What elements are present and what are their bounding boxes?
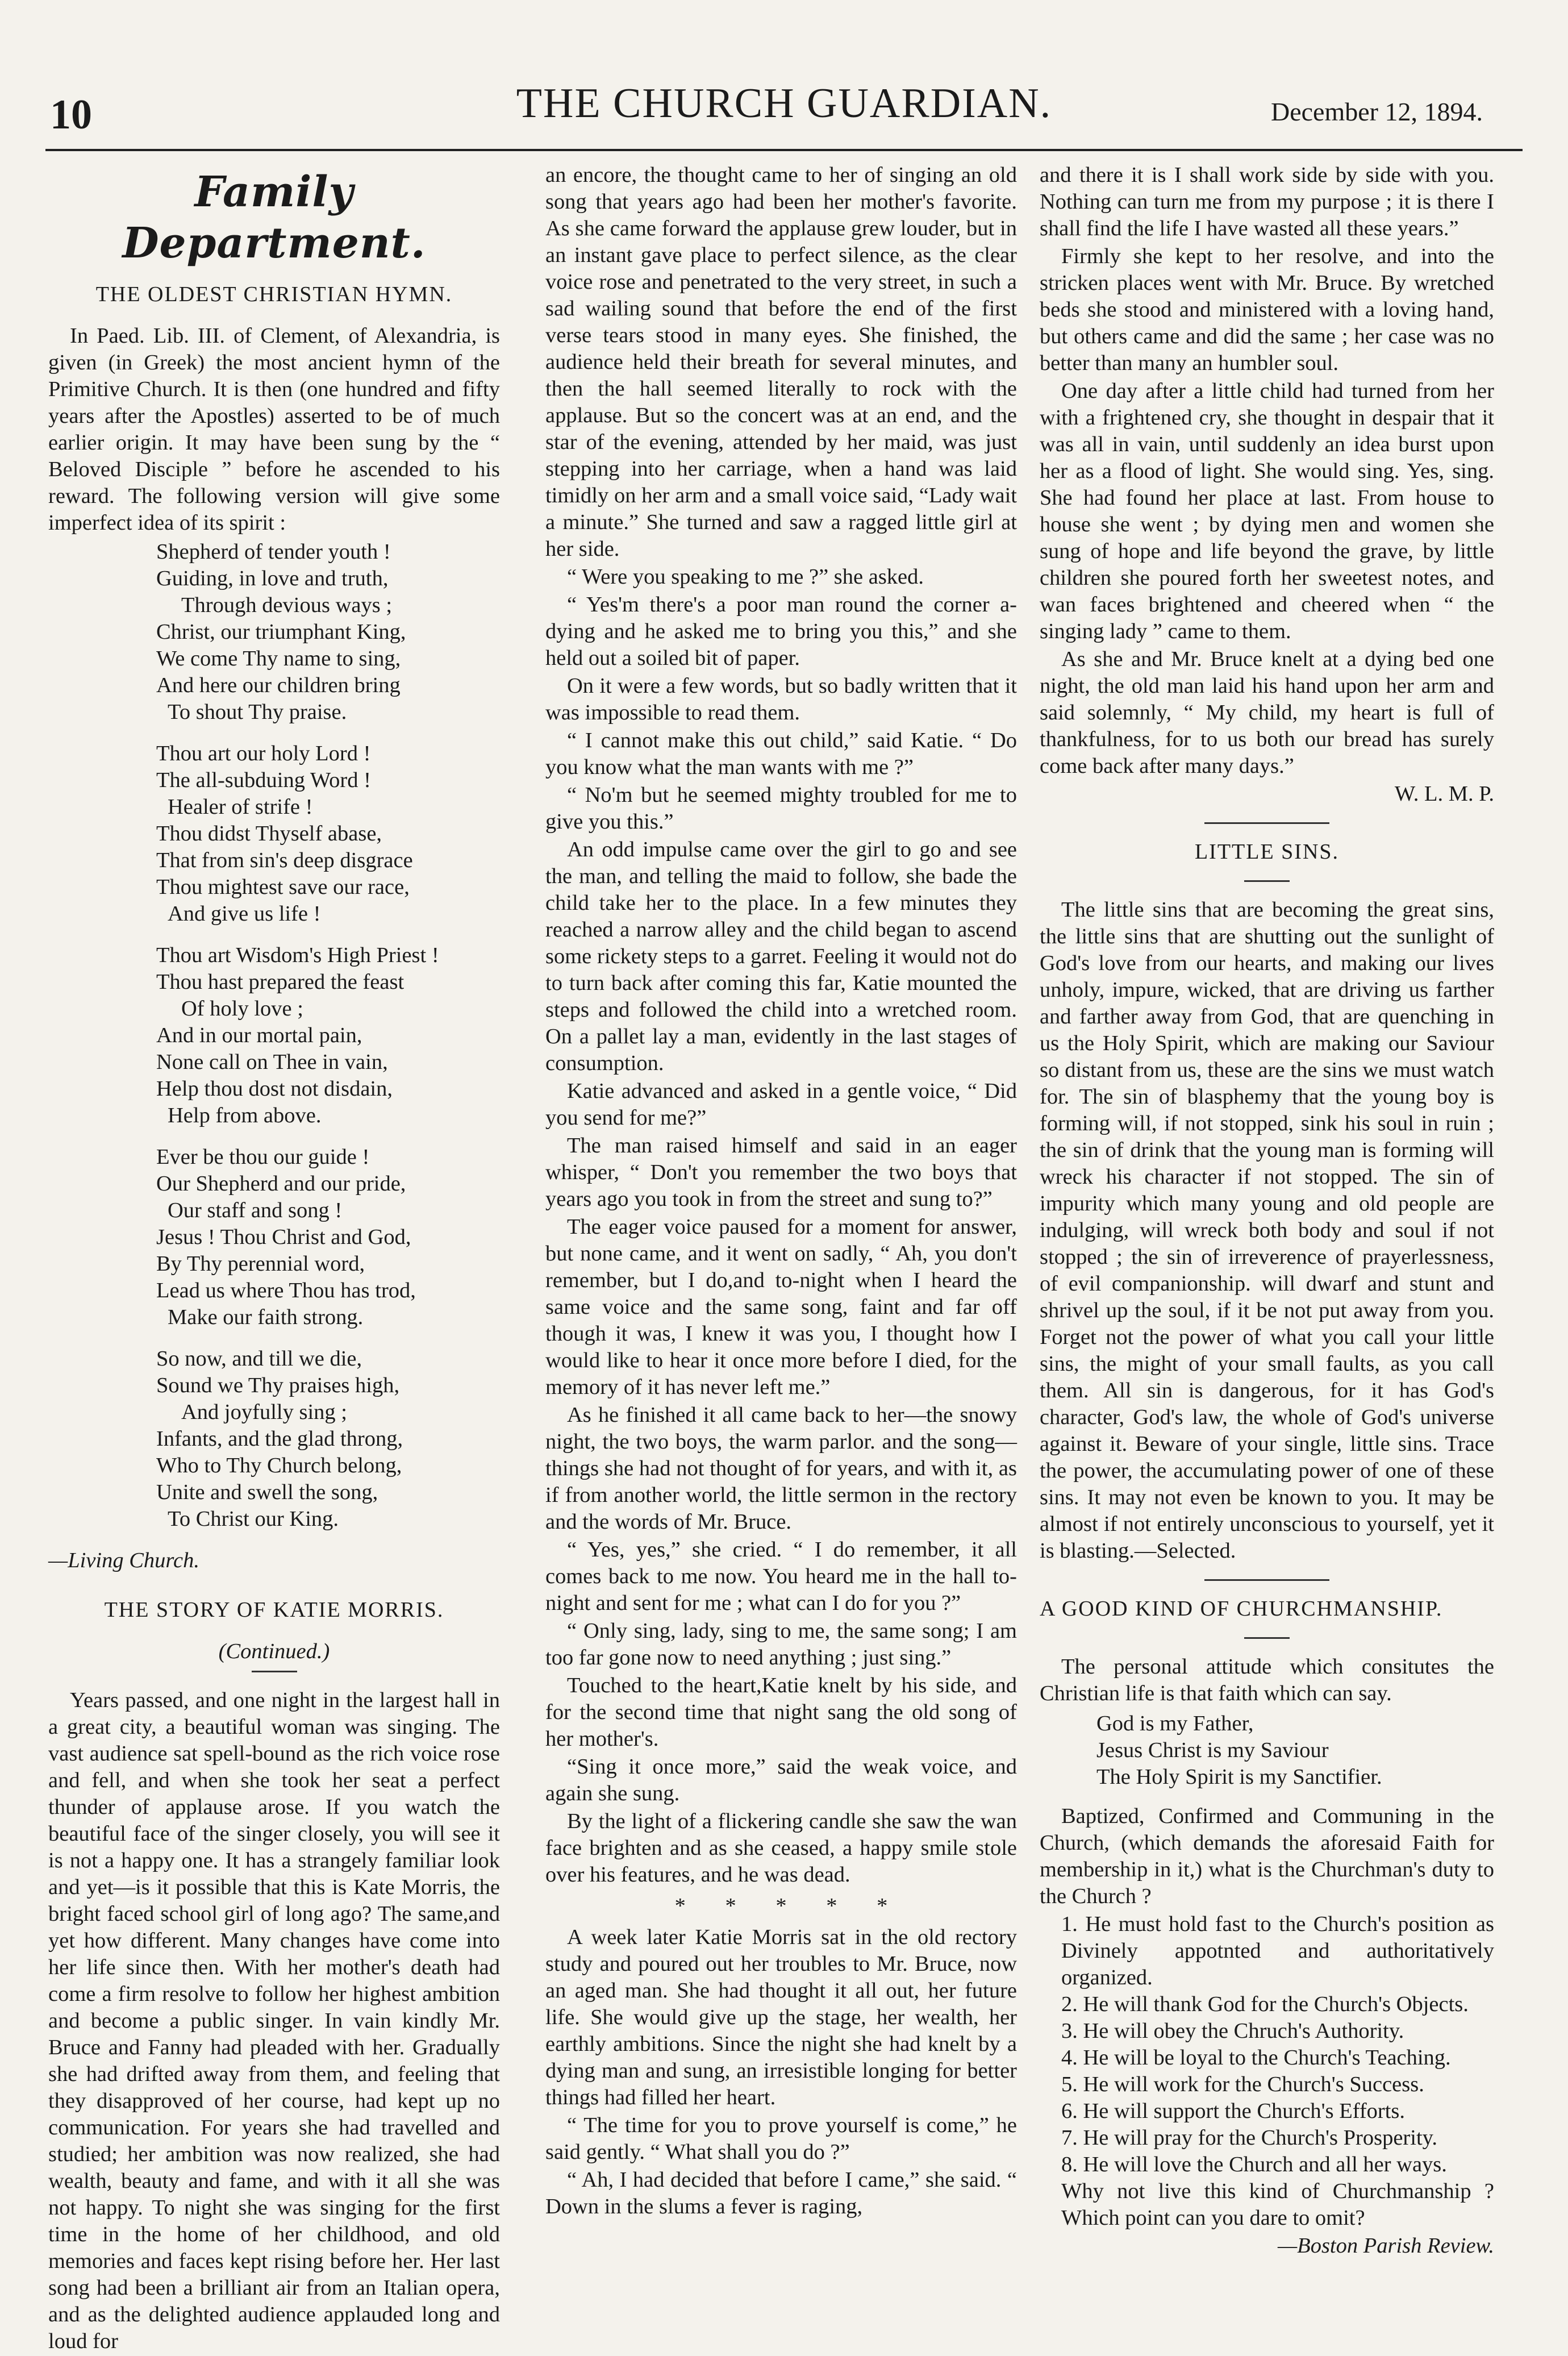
story-paragraph: Years passed, and one night in the largest hall in a great city, a beautiful woman was singing. The vast audience sat spell-bound as the rich voice rose and fell, and when she took her seat a perfect thunder of applause arose. If you watch the beautiful face of the singer closely, you will see it is not a happy one. It has a strangely familiar look and yet—is it possible that this is Kate Morris, the bright faced school girl of long ago? The same,and yet how different. Many changes have come into her life since then. With her mother's death had come a firm resolve to follow her highest ambition and become a public singer. In vain kindly Mr. Bruce and Fanny had pleaded with her. Gradually she had drifted away from them, and feeling that they disapproved of her course, had kept up no communication. For years she had travelled and studied; her ambition was now realized, she had wealth, beauty and fame, and with it all she was not happy. To night she was singing for the first time in the home of her childhood, and old memories and faces kept rising before her. Her last song had been a brilliant air from an Italian opera, and as the delighted audience applauded long and loud for <box>48 1688 500 2353</box>
list-item: 5. He will work for the Church's Success. <box>1061 2072 1424 2096</box>
poem-line: Thou didst Thyself abase, <box>156 822 382 846</box>
stanza <box>156 1346 500 1533</box>
story-paragraph: Katie advanced and asked in a gentle voice, “ Did you send for me?” <box>545 1079 1017 1130</box>
story-paragraph: “ I cannot make this out child,” said Katie. “ Do you know what the man wants with me ?” <box>545 729 1017 779</box>
poem-line: Thou art Wisdom's High Priest ! <box>156 943 439 967</box>
story-paragraph: On it were a few words, but so badly written that it was impossible to read them. <box>545 674 1017 725</box>
poem-line: That from sin's deep disgrace <box>156 848 413 872</box>
hymn-attribution: —Living Church. <box>48 1549 199 1572</box>
creed-line: The Holy Spirit is my Sanctifier. <box>1096 1765 1382 1789</box>
story-paragraph: The man raised himself and said in an eager whisper, “ Don't you remember the two boys that years ago you took in from the street and sung to?” <box>545 1134 1017 1211</box>
section-title: Family Department. <box>122 168 426 268</box>
hymn-title: THE OLDEST CHRISTIAN HYMN. <box>95 282 453 306</box>
story-paragraph: and there it is I shall work side by side with you. Nothing can turn me from my purpose ; it is there I shall find the life I have wasted all these years.” <box>1040 163 1494 240</box>
churchmanship-title: A GOOD KIND OF CHURCHMANSHIP. <box>1040 1597 1443 1621</box>
poem-line: And joyfully sing ; <box>181 1400 347 1424</box>
story-paragraph: “ Ah, I had decided that before I came,” she said. “ Down in the slums a fever is raging, <box>545 2168 1017 2218</box>
divider <box>1204 822 1329 824</box>
poem-line: Unite and swell the song, <box>156 1480 378 1504</box>
issue-date: December 12, 1894. <box>1271 97 1483 126</box>
poem-line: Lead us where Thou has trod, <box>156 1279 416 1302</box>
list-item: 3. He will obey the Chruch's Authority. <box>1061 2019 1404 2043</box>
poem-line: Make our faith strong. <box>168 1305 364 1329</box>
divider <box>1244 1637 1290 1639</box>
duty-list <box>1040 1911 1494 2232</box>
poem-line: To shout Thy praise. <box>168 700 347 724</box>
column-2 <box>545 162 1017 2221</box>
creed-line: God is my Father, <box>1096 1712 1254 1735</box>
story-paragraph: “ No'm but he seemed mighty troubled for me to give you this.” <box>545 783 1017 834</box>
section-break-stars: * * * * * <box>674 1894 888 1918</box>
poem-line: And give us life ! <box>168 902 321 926</box>
story-paragraph: Touched to the heart,Katie knelt by his side, and for the second time that night sang the old song of her mother's. <box>545 1674 1017 1751</box>
story-paragraph: An odd impulse came over the girl to go and see the man, and telling the maid to follow, she bade the child take her to the place. In a few minutes they reached a narrow alley and the child began to ascend some rickety steps to a garret. Feeling it would not do to turn back after coming this far, Katie mounted the steps and followed the child into a wretched room. On a pallet lay a man, evidently in the last stages of consumption. <box>545 838 1017 1075</box>
story-signature: W. L. M. P. <box>1394 782 1494 806</box>
story-paragraph: “ Yes, yes,” she cried. “ I do remember, it all comes back to me now. You heard me in the hall to-night and sent for me ; what can I do for you ?” <box>545 1538 1017 1615</box>
divider <box>1244 880 1290 882</box>
poem-line: Our Shepherd and our pride, <box>156 1172 406 1196</box>
list-item: 7. He will pray for the Church's Prosperity. <box>1061 2126 1438 2150</box>
poem-line: Through devious ways ; <box>181 593 393 617</box>
creed <box>1096 1710 1494 1791</box>
poem-line: Healer of strife ! <box>168 795 313 819</box>
divider <box>252 1671 297 1672</box>
poem-line: Help from above. <box>168 1104 322 1127</box>
poem-line: Christ, our triumphant King, <box>156 620 406 644</box>
poem-line: By Thy perennial word, <box>156 1252 365 1276</box>
stanza <box>156 942 500 1129</box>
poem-line: Shepherd of tender youth ! <box>156 540 391 564</box>
little-sins-body: The little sins that are becoming the great sins, the little sins that are shutting out the sunlight of God's love from our hearts, and making our lives unholy, impure, wicked, that are driving us farther and farther away from God, that are quenching in us the Holy Spirit, which are making our Saviour so distant from us, these are the sins we must watch for. The sin of blasphemy that the young boy is forming will, if not stopped, sink his soul in ruin ; the sin of drink that the young man is forming will wreck his character if not stopped. The sin of impurity which many young and old people are indulging, will wreck both body and soul if not stopped ; the sin of irreverence of prayerlessness, of evil companionship. will dwarf and stunt and shrivel up the soul, if it be not put away from you. Forget not the power of what you call your little sins, the might of your small faults, as you call them. All sin is dangerous, for it has God's character, God's law, the whole of God's universe against it. Beware of your single, little sins. Trace the power, the accumulating power of one of these sins. It may not even be known to you. It may be almost if not entirely unconscious to yourself, yet it is blasting.—Selected. <box>1040 898 1494 1563</box>
poem-line: We come Thy name to sing, <box>156 647 401 671</box>
poem-line: And in our mortal pain, <box>156 1023 362 1047</box>
poem-line: Jesus ! Thou Christ and God, <box>156 1225 411 1249</box>
poem-line: Thou art our holy Lord ! <box>156 742 371 765</box>
churchmanship-question: Baptized, Confirmed and Communing in the Church, (which demands the aforesaid Faith for membership in it,) what is the Churchman's duty to the Church ? <box>1040 1804 1494 1908</box>
little-sins-title: LITTLE SINS. <box>1194 840 1340 864</box>
story-paragraph: “Sing it once more,” said the weak voice, and again she sung. <box>545 1755 1017 1805</box>
story-paragraph: The eager voice paused for a moment for answer, but none came, and it went on sadly, “ Ah, you don't remember, but I do,and to-night when I heard the same voice and the same song, faint and far off though it was, I knew it was you, I thought how I would like to hear it once more before I died, for the memory of it has never left me.” <box>545 1215 1017 1399</box>
divider <box>1204 1579 1329 1581</box>
stanza <box>156 539 500 726</box>
creed-line: Jesus Christ is my Saviour <box>1096 1738 1329 1762</box>
poem-line: Who to Thy Church belong, <box>156 1454 402 1477</box>
page-number: 10 <box>50 91 92 138</box>
story-paragraph: As she and Mr. Bruce knelt at a dying bed one night, the old man laid his hand upon her arm and said solemnly, “ My child, my heart is full of thankfulness, for to us both our bread has surely come back after many days.” <box>1040 647 1494 778</box>
header-rule <box>45 149 1523 151</box>
story-paragraph: “ The time for you to prove yourself is come,” he said gently. “ What shall you do ?” <box>545 2113 1017 2164</box>
list-item: 8. He will love the Church and all her ways. <box>1061 2153 1447 2176</box>
list-item: 1. He must hold fast to the Church's position as Divinely appotnted and authoritatively organized. <box>1061 1912 1494 1989</box>
story-paragraph: “ Yes'm there's a poor man round the corner a-dying and he asked me to bring you this,” and she held out a soiled bit of paper. <box>545 593 1017 670</box>
stanza <box>156 740 500 927</box>
column-1 <box>48 162 500 2356</box>
list-item: 4. He will be loyal to the Church's Teaching. <box>1061 2046 1451 2070</box>
story-paragraph: As he finished it all came back to her—the snowy night, the two boys, the warm parlor. and the song—things she had not thought of for years, and with it, as if from another world, the little sermon in the rectory and the words of Mr. Bruce. <box>545 1403 1017 1534</box>
poem-line: Ever be thou our guide ! <box>156 1145 370 1169</box>
poem-line: Guiding, in love and truth, <box>156 567 389 590</box>
stanza <box>156 1144 500 1331</box>
story-paragraph: A week later Katie Morris sat in the old rectory study and poured out her troubles to Mr. Bruce, now an aged man. She had thought it all out, her future life. She would give up the stage, her wealth, her earthly ambitions. Since the night she had knelt by a dying man and sung, an irresistible longing for better things had filled her heart. <box>545 1925 1017 2109</box>
churchmanship-attribution: —Boston Parish Review. <box>1277 2234 1494 2258</box>
story-paragraph: One day after a little child had turned from her with a frightened cry, she thought in despair that it was all in vain, until suddenly an idea burst upon her as a flood of light. She would sing. Yes, sing. She had found her place at last. From house to house she went ; by dying men and women she sung of hope and life beyond the grave, by little children she poured forth her sweetest notes, and wan faces brightened and cheered when “ the singing lady ” came to them. <box>1040 379 1494 643</box>
poem-line: Of holy love ; <box>181 997 303 1021</box>
poem-line: So now, and till we die, <box>156 1347 362 1371</box>
churchmanship-intro: The personal attitude which consitutes the Christian life is that faith which can say. <box>1040 1655 1494 1705</box>
story-title: THE STORY OF KATIE MORRIS. <box>104 1598 444 1622</box>
poem-line: None call on Thee in vain, <box>156 1050 388 1074</box>
hymn-poem <box>156 539 500 1533</box>
hymn-intro: In Paed. Lib. III. of Clement, of Alexandria, is given (in Greek) the most ancient hymn of the Primitive Church. It is then (one hundred and fifty years after the Apostles) asserted to be of much earlier origin. It may have been sung by the “ Beloved Disciple ” before he ascended to his reward. The following version will give some imperfect idea of its spirit : <box>48 324 500 535</box>
poem-line: Sound we Thy praises high, <box>156 1373 400 1397</box>
story-paragraph: By the light of a flickering candle she saw the wan face brighten and as she ceased, a happy smile stole over his features, and he was dead. <box>545 1809 1017 1887</box>
story-paragraph: “ Only sing, lady, sing to me, the same song; I am too far gone now to need anything ; just sing.” <box>545 1619 1017 1670</box>
list-item: 6. He will support the Church's Efforts. <box>1061 2099 1406 2123</box>
list-item: 2. He will thank God for the Church's Objects. <box>1061 1992 1469 2016</box>
poem-line: Thou mightest save our race, <box>156 875 410 899</box>
poem-line: Infants, and the glad throng, <box>156 1427 403 1451</box>
story-subtitle: (Continued.) <box>218 1639 330 1663</box>
masthead-title: THE CHURCH GUARDIAN. <box>516 80 1052 127</box>
poem-line: Help thou dost not disdain, <box>156 1077 393 1101</box>
story-paragraph: Firmly she kept to her resolve, and into the stricken places went with Mr. Bruce. By wretched beds she stood and ministered with a loving hand, but others came and did the same ; her case was no better than many an humbler soul. <box>1040 244 1494 375</box>
poem-line: Our staff and song ! <box>168 1198 343 1222</box>
list-item: Why not live this kind of Churchmanship ? Which point can you dare to omit? <box>1061 2179 1494 2230</box>
poem-line: And here our children bring <box>156 673 401 697</box>
poem-line: Thou hast prepared the feast <box>156 970 404 994</box>
poem-line: The all-subduing Word ! <box>156 768 371 792</box>
story-paragraph: an encore, the thought came to her of singing an old song that years ago had been her mother's favorite. As she came forward the applause grew louder, but in an instant gave place to perfect silence, as the clear voice rose and penetrated to the very street, in such a sad wailing sound that before the end of the first verse tears stood in many eyes. She finished, the audience held their breath for several minutes, and then the hall seemed literally to rock with the applause. But so the concert was at an end, and the star of the evening, attended by her maid, was just stepping into her carriage, when a hand was laid timidly on her arm and a small voice said, “Lady wait a minute.” She turned and saw a ragged little girl at her side. <box>545 163 1017 561</box>
column-3 <box>1040 162 1494 2267</box>
poem-line: To Christ our King. <box>168 1507 339 1531</box>
story-paragraph: “ Were you speaking to me ?” she asked. <box>567 565 924 589</box>
